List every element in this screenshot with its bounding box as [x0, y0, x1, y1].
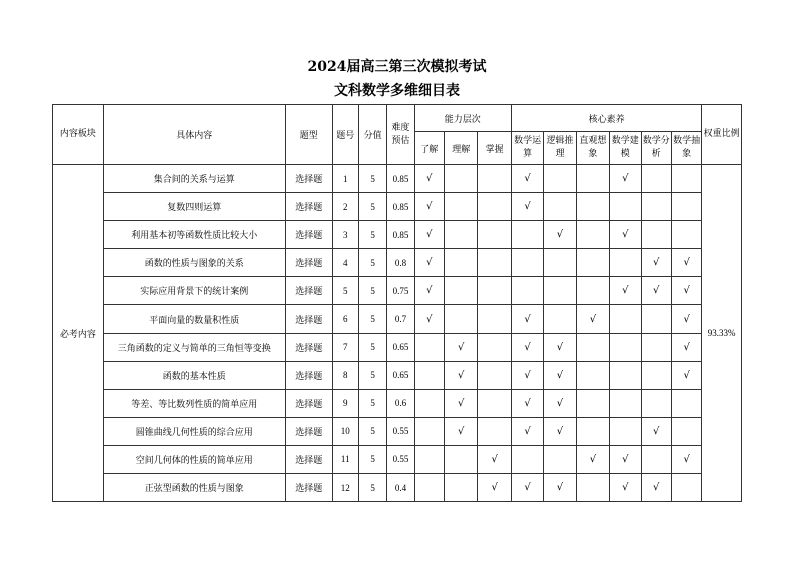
- table-row: [53, 305, 742, 333]
- specific-content-cell: 集合间的关系与运算: [103, 165, 285, 193]
- score-cell: 5: [358, 389, 386, 417]
- specific-content-cell: 等差、等比数列性质的简单应用: [103, 389, 285, 417]
- question-type-cell: 选择题: [285, 305, 332, 333]
- literacy-check-cell: [544, 305, 576, 333]
- header-ability-comprehend: 理解: [445, 132, 478, 165]
- ability-check-cell: [478, 389, 511, 417]
- literacy-check-cell: √: [671, 333, 701, 361]
- literacy-check-cell: √: [511, 417, 543, 445]
- ability-check-cell: [478, 277, 511, 305]
- literacy-check-cell: [671, 474, 701, 502]
- question-type-cell: 选择题: [285, 165, 332, 193]
- literacy-check-cell: [641, 333, 671, 361]
- specific-content-cell: 函数的性质与图象的关系: [103, 249, 285, 277]
- literacy-check-cell: [576, 277, 609, 305]
- ability-check-cell: [478, 193, 511, 221]
- difficulty-cell: 0.55: [387, 445, 414, 473]
- specific-content-cell: 函数的基本性质: [103, 361, 285, 389]
- literacy-check-cell: [610, 361, 641, 389]
- literacy-check-cell: √: [511, 305, 543, 333]
- header-literacy-operation: 数学运算: [511, 132, 543, 165]
- literacy-check-cell: [511, 445, 543, 473]
- question-no-cell: 6: [332, 305, 358, 333]
- literacy-check-cell: √: [671, 277, 701, 305]
- difficulty-cell: 0.65: [387, 333, 414, 361]
- literacy-check-cell: [641, 361, 671, 389]
- question-no-cell: 10: [332, 417, 358, 445]
- literacy-check-cell: [576, 193, 609, 221]
- question-type-cell: 选择题: [285, 333, 332, 361]
- literacy-check-cell: [576, 417, 609, 445]
- difficulty-cell: 0.65: [387, 361, 414, 389]
- difficulty-cell: 0.4: [387, 474, 414, 502]
- specific-content-cell: 实际应用背景下的统计案例: [103, 277, 285, 305]
- literacy-check-cell: √: [671, 249, 701, 277]
- ability-check-cell: [445, 221, 478, 249]
- literacy-check-cell: [544, 445, 576, 473]
- question-no-cell: 12: [332, 474, 358, 502]
- literacy-check-cell: [610, 333, 641, 361]
- document-title: 2024届高三第三次模拟考试: [307, 59, 487, 75]
- table-row: [53, 249, 742, 277]
- score-cell: 5: [358, 361, 386, 389]
- literacy-check-cell: [671, 221, 701, 249]
- score-cell: 5: [358, 249, 386, 277]
- literacy-check-cell: √: [511, 165, 543, 193]
- specific-content-cell: 空间几何体的性质的简单应用: [103, 445, 285, 473]
- literacy-check-cell: √: [544, 361, 576, 389]
- literacy-check-cell: [511, 277, 543, 305]
- ability-check-cell: [478, 165, 511, 193]
- literacy-check-cell: √: [610, 277, 641, 305]
- specific-content-cell: 利用基本初等函数性质比较大小: [103, 221, 285, 249]
- ability-check-cell: [414, 417, 444, 445]
- question-no-cell: 8: [332, 361, 358, 389]
- table-row: [53, 193, 742, 221]
- literacy-check-cell: [641, 165, 671, 193]
- ability-check-cell: [414, 361, 444, 389]
- ability-check-cell: [414, 474, 444, 502]
- content-block-cell: 必考内容: [53, 165, 104, 502]
- literacy-check-cell: √: [641, 277, 671, 305]
- table-row: [53, 333, 742, 361]
- literacy-check-cell: [576, 221, 609, 249]
- literacy-check-cell: √: [610, 445, 641, 473]
- specific-content-cell: 复数四则运算: [103, 193, 285, 221]
- ability-check-cell: [478, 249, 511, 277]
- table-row: [53, 165, 742, 193]
- question-no-cell: 11: [332, 445, 358, 473]
- header-ability-understand-basic: 了解: [414, 132, 444, 165]
- literacy-check-cell: √: [544, 474, 576, 502]
- literacy-check-cell: [641, 221, 671, 249]
- literacy-check-cell: √: [544, 389, 576, 417]
- literacy-check-cell: [576, 474, 609, 502]
- header-literacy-imagination: 直观想象: [576, 132, 609, 165]
- literacy-check-cell: [671, 417, 701, 445]
- literacy-check-cell: [641, 305, 671, 333]
- literacy-check-cell: [641, 445, 671, 473]
- specific-content-cell: 圆锥曲线几何性质的综合应用: [103, 417, 285, 445]
- specific-content-cell: 三角函数的定义与简单的三角恒等变换: [103, 333, 285, 361]
- header-literacy-analysis: 数学分析: [641, 132, 671, 165]
- literacy-check-cell: √: [544, 333, 576, 361]
- literacy-check-cell: [671, 165, 701, 193]
- question-no-cell: 1: [332, 165, 358, 193]
- score-cell: 5: [358, 333, 386, 361]
- literacy-check-cell: √: [671, 361, 701, 389]
- literacy-check-cell: √: [641, 474, 671, 502]
- ability-check-cell: [445, 277, 478, 305]
- header-literacy-reasoning: 逻辑推理: [544, 132, 576, 165]
- literacy-check-cell: [641, 193, 671, 221]
- difficulty-cell: 0.7: [387, 305, 414, 333]
- literacy-check-cell: √: [576, 445, 609, 473]
- score-cell: 5: [358, 445, 386, 473]
- literacy-check-cell: √: [511, 474, 543, 502]
- score-cell: 5: [358, 417, 386, 445]
- ability-check-cell: √: [445, 389, 478, 417]
- literacy-check-cell: √: [576, 305, 609, 333]
- literacy-check-cell: [610, 249, 641, 277]
- question-type-cell: 选择题: [285, 221, 332, 249]
- literacy-check-cell: [544, 165, 576, 193]
- question-type-cell: 选择题: [285, 249, 332, 277]
- table-row: [53, 445, 742, 473]
- ability-check-cell: √: [478, 474, 511, 502]
- literacy-check-cell: √: [641, 417, 671, 445]
- literacy-check-cell: [511, 221, 543, 249]
- ability-check-cell: [445, 165, 478, 193]
- literacy-check-cell: [671, 389, 701, 417]
- ability-check-cell: [445, 474, 478, 502]
- literacy-check-cell: [576, 389, 609, 417]
- score-cell: 5: [358, 474, 386, 502]
- ability-check-cell: [478, 305, 511, 333]
- ability-check-cell: √: [414, 193, 444, 221]
- question-no-cell: 5: [332, 277, 358, 305]
- literacy-check-cell: [671, 193, 701, 221]
- detail-table: [52, 104, 742, 502]
- literacy-check-cell: [610, 389, 641, 417]
- difficulty-cell: 0.6: [387, 389, 414, 417]
- table-row: [53, 389, 742, 417]
- ability-check-cell: √: [414, 249, 444, 277]
- header-difficulty: 难度预估: [387, 105, 414, 165]
- table-row: [53, 277, 742, 305]
- ability-check-cell: [478, 221, 511, 249]
- ability-check-cell: √: [414, 221, 444, 249]
- literacy-check-cell: [576, 249, 609, 277]
- ability-check-cell: √: [445, 333, 478, 361]
- literacy-check-cell: √: [641, 249, 671, 277]
- difficulty-cell: 0.85: [387, 193, 414, 221]
- question-type-cell: 选择题: [285, 389, 332, 417]
- header-ability-level: 能力层次: [414, 105, 511, 132]
- question-no-cell: 4: [332, 249, 358, 277]
- ability-check-cell: [445, 193, 478, 221]
- score-cell: 5: [358, 221, 386, 249]
- specific-content-cell: 正弦型函数的性质与图象: [103, 474, 285, 502]
- ability-check-cell: [414, 445, 444, 473]
- header-content-block: 内容板块: [53, 105, 104, 165]
- literacy-check-cell: √: [511, 361, 543, 389]
- ability-check-cell: √: [478, 445, 511, 473]
- ability-check-cell: √: [414, 277, 444, 305]
- ability-check-cell: [414, 333, 444, 361]
- literacy-check-cell: √: [610, 165, 641, 193]
- header-question-type: 题型: [285, 105, 332, 165]
- literacy-check-cell: [544, 193, 576, 221]
- score-cell: 5: [358, 305, 386, 333]
- difficulty-cell: 0.75: [387, 277, 414, 305]
- literacy-check-cell: √: [671, 445, 701, 473]
- difficulty-cell: 0.8: [387, 249, 414, 277]
- table-row: [53, 221, 742, 249]
- literacy-check-cell: √: [511, 333, 543, 361]
- question-no-cell: 3: [332, 221, 358, 249]
- question-type-cell: 选择题: [285, 193, 332, 221]
- ability-check-cell: [445, 445, 478, 473]
- table-row: [53, 361, 742, 389]
- ability-check-cell: √: [414, 305, 444, 333]
- literacy-check-cell: √: [544, 417, 576, 445]
- literacy-check-cell: √: [511, 389, 543, 417]
- score-cell: 5: [358, 193, 386, 221]
- table-row: [53, 474, 742, 502]
- question-type-cell: 选择题: [285, 277, 332, 305]
- literacy-check-cell: [511, 249, 543, 277]
- literacy-check-cell: [610, 193, 641, 221]
- literacy-check-cell: [576, 361, 609, 389]
- ability-check-cell: [478, 333, 511, 361]
- literacy-check-cell: [610, 305, 641, 333]
- weight-cell: 93.33%: [702, 165, 742, 502]
- question-no-cell: 9: [332, 389, 358, 417]
- question-type-cell: 选择题: [285, 361, 332, 389]
- document-subtitle: 文科数学多维细目表: [334, 83, 460, 99]
- literacy-check-cell: √: [544, 221, 576, 249]
- header-weight: 权重比例: [702, 105, 742, 165]
- question-type-cell: 选择题: [285, 474, 332, 502]
- literacy-check-cell: √: [671, 305, 701, 333]
- header-literacy-modeling: 数学建模: [610, 132, 641, 165]
- header-specific-content: 具体内容: [103, 105, 285, 165]
- score-cell: 5: [358, 277, 386, 305]
- difficulty-cell: 0.55: [387, 417, 414, 445]
- header-literacy-abstraction: 数学抽象: [671, 132, 701, 165]
- literacy-check-cell: [576, 333, 609, 361]
- difficulty-cell: 0.85: [387, 221, 414, 249]
- question-no-cell: 2: [332, 193, 358, 221]
- literacy-check-cell: [544, 249, 576, 277]
- literacy-check-cell: √: [511, 193, 543, 221]
- specific-content-cell: 平面向量的数量积性质: [103, 305, 285, 333]
- header-question-no: 题号: [332, 105, 358, 165]
- ability-check-cell: [414, 389, 444, 417]
- literacy-check-cell: √: [610, 474, 641, 502]
- difficulty-cell: 0.85: [387, 165, 414, 193]
- header-ability-master: 掌握: [478, 132, 511, 165]
- literacy-check-cell: [544, 277, 576, 305]
- literacy-check-cell: [641, 389, 671, 417]
- ability-check-cell: [445, 305, 478, 333]
- header-score: 分值: [358, 105, 386, 165]
- table-row: [53, 417, 742, 445]
- ability-check-cell: √: [414, 165, 444, 193]
- header-core-literacy: 核心素养: [511, 105, 701, 132]
- literacy-check-cell: [576, 165, 609, 193]
- ability-check-cell: [445, 249, 478, 277]
- literacy-check-cell: [610, 417, 641, 445]
- question-type-cell: 选择题: [285, 417, 332, 445]
- ability-check-cell: √: [445, 417, 478, 445]
- question-type-cell: 选择题: [285, 445, 332, 473]
- question-no-cell: 7: [332, 333, 358, 361]
- ability-check-cell: [478, 417, 511, 445]
- literacy-check-cell: √: [610, 221, 641, 249]
- score-cell: 5: [358, 165, 386, 193]
- ability-check-cell: [478, 361, 511, 389]
- ability-check-cell: √: [445, 361, 478, 389]
